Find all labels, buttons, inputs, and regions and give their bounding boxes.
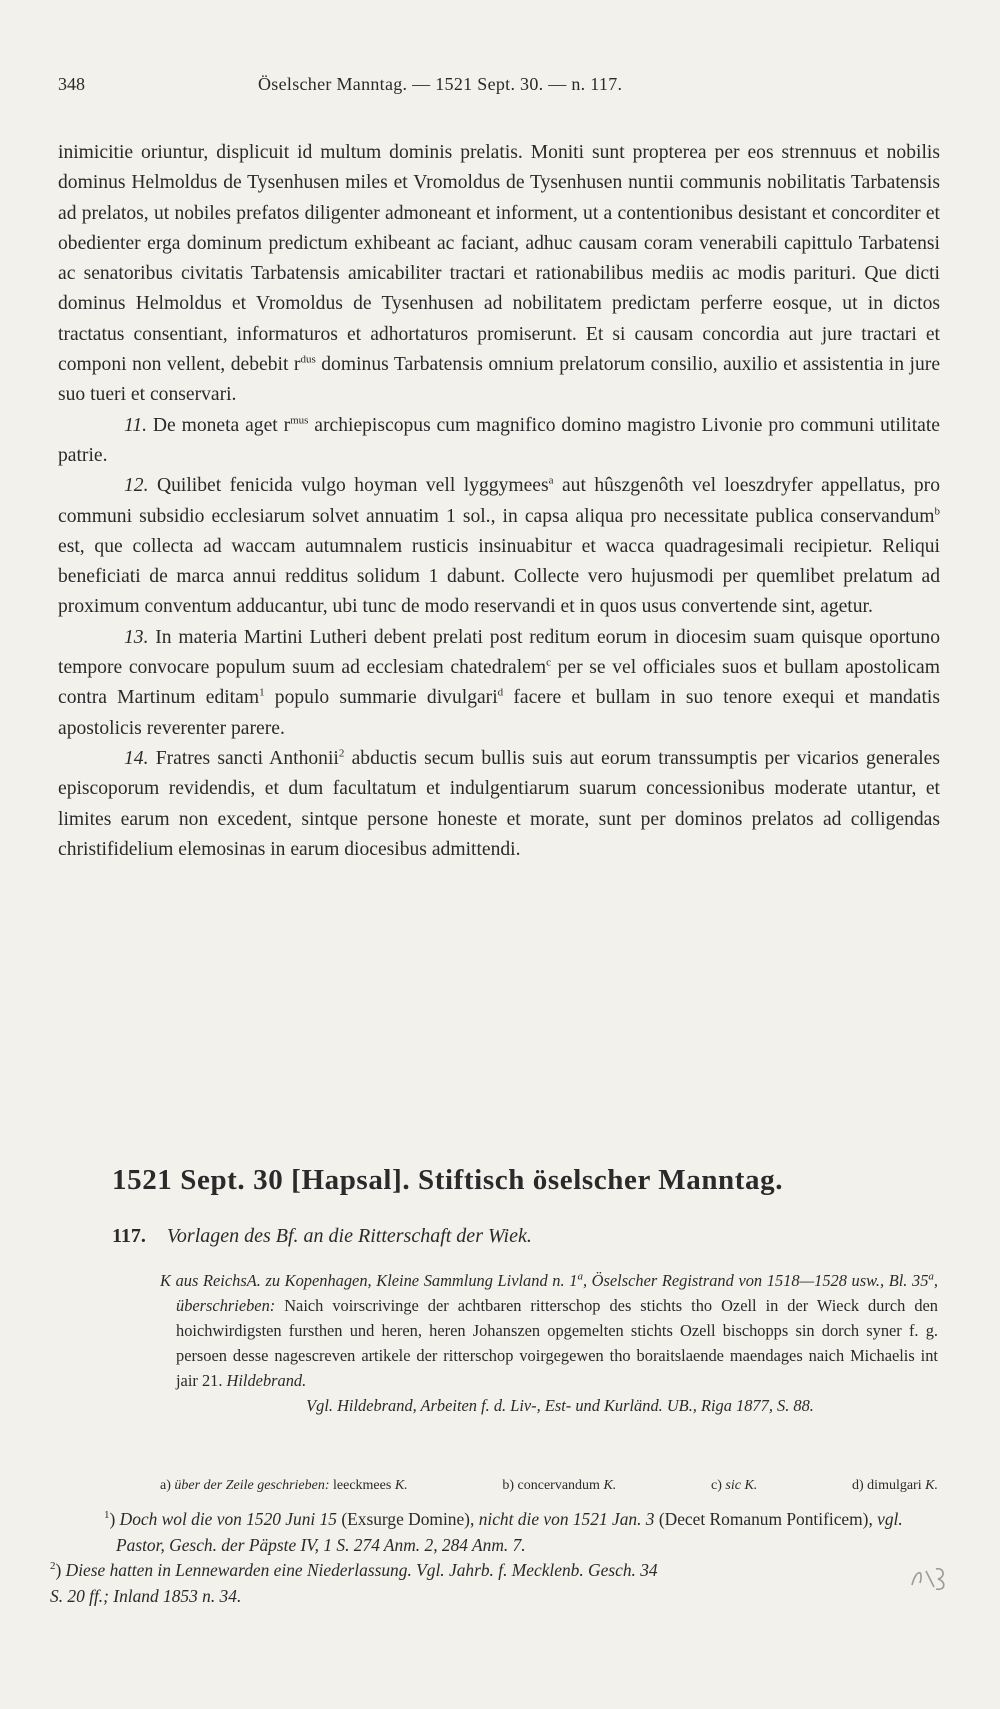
apparatus-note-d bbox=[852, 1478, 938, 1494]
footnote-text: (Exsurge Domine), bbox=[337, 1509, 479, 1529]
note-text: b) concervandum bbox=[502, 1478, 604, 1493]
superscript: mus bbox=[290, 414, 309, 427]
source-text: aus ReichsA. zu Kopenhagen, Kleine Sammlung Livland n. 1 bbox=[170, 1271, 578, 1290]
paragraph-number: 12. bbox=[124, 475, 149, 497]
document-heading bbox=[112, 1225, 912, 1248]
para-text: abductis secum bullis suis aut eorum transsumptis per vicarios generales episcoporum revidendis, et dum facultatum et indulgentiarum suarum concessionibus moderate utantur, et limites earum non excedent, sintque persone honeste et morate, sunt per dominos prelatos ad colligendas christifidelium elemosinas in earum diocesibus admittendi. bbox=[58, 747, 940, 860]
para-text: dominus Tarbatensis omnium prelatorum consilio, auxilio et assistentia in jure suo tueri et conservari. bbox=[58, 354, 941, 406]
footnote-ref[interactable]: d bbox=[497, 686, 504, 699]
superscript: a bbox=[577, 1270, 583, 1283]
footnote-ref[interactable]: 2 bbox=[338, 747, 345, 760]
para-text: Quilibet fenicida vulgo hoyman vell lyggymees bbox=[148, 475, 549, 497]
paragraph-11 bbox=[58, 411, 940, 472]
footnote-mark: 1 bbox=[104, 1509, 110, 1522]
source-note bbox=[142, 1268, 938, 1418]
source-description bbox=[142, 1268, 938, 1393]
footnote-ref[interactable]: c bbox=[546, 656, 551, 669]
superscript: a bbox=[928, 1270, 934, 1283]
handwritten-mark bbox=[906, 1563, 966, 1593]
document-title: Vorlagen des Bf. an die Ritterschaft der Wiek. bbox=[166, 1225, 532, 1247]
paragraph-number: 14. bbox=[124, 747, 149, 769]
paragraph-12 bbox=[58, 471, 940, 622]
para-text: aut hûszgenôth vel loeszdryfer appellatus, pro communi subsidio ecclesiarum solvet annuatim 1 sol., in capsa aliqua pro necessitate publica conservandum bbox=[58, 475, 940, 527]
footnote-text: Diese hatten in Lennewarden eine Niederlassung. Vgl. Jahrb. f. Mecklenb. Gesch. 34 bbox=[65, 1560, 658, 1580]
footnote-ref[interactable]: b bbox=[934, 505, 940, 518]
continued-paragraph bbox=[58, 138, 940, 411]
apparatus-note-a bbox=[160, 1478, 408, 1494]
apparatus-note-b bbox=[502, 1478, 616, 1494]
footnote-text: S. 20 ff.; Inland 1853 n. 34. bbox=[50, 1585, 242, 1606]
paragraph-number: 13. bbox=[124, 626, 149, 648]
para-text: per se vel officiales suos et bullam apostolicam contra Martinum editam bbox=[58, 657, 940, 709]
siglum: K. bbox=[394, 1478, 408, 1493]
para-text: In materia Martini Lutheri debent prelati post reditum eorum in diocesim suam quisque oportuno tempore convocare populum suum ad ecclesiam chatedralem bbox=[58, 626, 940, 679]
page-number: 348 bbox=[58, 74, 85, 94]
apparatus-notes bbox=[160, 1478, 938, 1494]
paragraph-number: 11. bbox=[124, 414, 148, 436]
para-text: facere et bullam in suo tenore exequi et mandatis apostolicis reverenter parere. bbox=[58, 687, 940, 739]
para-text: est, que collecta ad waccam autumnalem rusticis insinuabitur et wacca quadragesimali recipietur. Reliqui beneficiati de marca annui redditus solidum 1 dabunt. Collecte vero hujusmodi per quemlibet prelatum ad proximum conventum adducantur, ubi tunc de modo reservandi et in quos usus convertende sint, agetur. bbox=[58, 535, 940, 618]
footnote-2: $^2$) Diese hatten in Lennewarden eine Niederlassung. Vgl. Jahrb. f. Mecklenb. Gesch. 34 bbox=[50, 1560, 658, 1580]
footnotes bbox=[50, 1507, 938, 1609]
footnote-text: vgl. Pastor, Gesch. der Päpste IV, 1 S. 274 Anm. 2, 284 Anm. 7. bbox=[116, 1509, 903, 1555]
paragraph-13 bbox=[58, 623, 940, 744]
siglum: K. bbox=[925, 1478, 938, 1493]
section-heading: 1521 Sept. 30 [Hapsal]. Stiftisch öselscher Manntag. bbox=[112, 1164, 784, 1196]
para-text: archiepiscopus cum magnifico domino magistro Livonie pro communi utilitate patrie. bbox=[58, 414, 940, 466]
footnote-1: $^1$) Doch wol die von 1520 Juni 15 (Exsurge Domine), nicht die von 1521 Jan. 3 (Decet Romanum Pontificem), vgl. Pastor, Gesch. der Päpste IV, 1 S. 274 Anm. 2, 284 Anm. 7. bbox=[104, 1509, 903, 1555]
apparatus-note-c bbox=[711, 1478, 757, 1494]
para-text: inimicitie oriuntur, displicuit id multum dominis prelatis. Moniti sunt propterea per eos strennuus et nobilis dominus Helmoldus de Tysenhusen miles et Vromoldus de Tysenhusen nuntii communis nobilitatis Tarbatensis ad prelatos, ut nobiles prefatos diligenter admoneant et informent, ut a contentionibus desistant et concorditer et obedienter erga dominum predictum exhibeant ac faciant, adhuc causam coram venerabili capittulo Tarbatensi ac senatoribus civitatis Tarbatensis amicabiliter tractari et rationabilibus mediis ac modis parituri. Que dicti dominus Helmoldus et Vromoldus de Tysenhusen ad nobilitatem predictam perferre eosque, ut in dictos tractatus consentiant, informaturos et adhortaturos promiserunt. Et si causam concordia aut jure tractari et componi non vellent, debebit r bbox=[58, 142, 940, 376]
document-number: 117. bbox=[112, 1225, 146, 1247]
footnote-2-cont bbox=[50, 1584, 938, 1610]
note-text: über der Zeile geschrieben: bbox=[174, 1478, 330, 1493]
footnote-text: (Decet Romanum Pontificem), bbox=[654, 1509, 878, 1529]
footnote-mark: 2 bbox=[50, 1560, 56, 1573]
siglum: K bbox=[160, 1271, 171, 1290]
para-text: Fratres sancti Anthonii bbox=[148, 747, 339, 769]
note-label: c) bbox=[711, 1478, 726, 1493]
body-text bbox=[58, 138, 940, 865]
footnote-ref[interactable]: 1 bbox=[259, 686, 265, 699]
reference-line: Vgl. Hildebrand, Arbeiten f. d. Liv-, Est- und Kurländ. UB., Riga 1877, S. 88. bbox=[306, 1396, 814, 1415]
page-header bbox=[58, 74, 938, 100]
running-head: Öselscher Manntag. — 1521 Sept. 30. — n. 117. bbox=[258, 74, 623, 94]
source-text: , Öselscher Registrand von 1518—1528 usw., Bl. 35 bbox=[582, 1271, 929, 1290]
note-label: a) bbox=[160, 1478, 175, 1493]
editor-name: Hildebrand. bbox=[222, 1371, 307, 1390]
superscript: dus bbox=[300, 353, 316, 366]
footnote-ref[interactable]: a bbox=[548, 474, 554, 487]
footnote-text: nicht die von 1521 Jan. 3 bbox=[478, 1509, 655, 1529]
note-text: d) dimulgari bbox=[852, 1478, 926, 1493]
para-text: populo summarie divulgari bbox=[264, 687, 498, 709]
source-text: , überschrieben: bbox=[176, 1271, 939, 1315]
footnote-text: Doch wol die von 1520 Juni 15 bbox=[119, 1509, 337, 1529]
source-heading-text: Naich voirscrivinge der achtbaren ritterschop des stichts tho Ozell in der Wieck durch den hoichwirdigsten fursthen und heren, heren Johanszen opgemelten stichts Ozell bischopps sin dorch syner f. g. persoen desse nagescreven artikele der ritterschop voirgegewen tho boraitslaende maendages naich Michaelis int jair 21. bbox=[176, 1296, 938, 1390]
note-text: sic K. bbox=[725, 1478, 758, 1493]
note-text: leeckmees bbox=[329, 1478, 395, 1493]
paragraph-14 bbox=[58, 744, 940, 865]
para-text: De moneta aget r bbox=[147, 414, 291, 436]
siglum: K. bbox=[603, 1478, 617, 1493]
